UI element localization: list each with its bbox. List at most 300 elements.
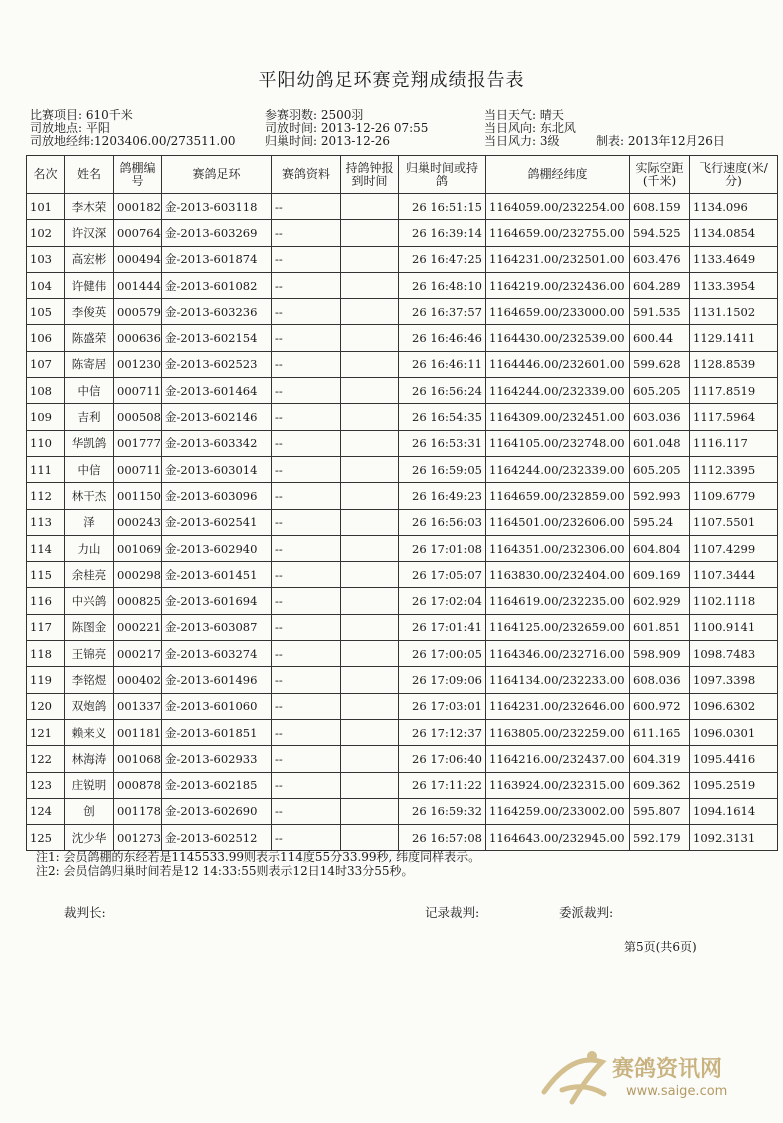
meta-release-place: 司放地点: 平阳: [30, 121, 110, 135]
cell-loft-coords: 1164244.00/232339.00: [486, 456, 630, 482]
notes: [36, 850, 480, 878]
table-row: [27, 798, 778, 824]
cell-loft-id: 001230: [114, 351, 162, 377]
cell-distance: 592.179: [630, 825, 690, 851]
cell-name: 许汉深: [65, 220, 114, 246]
cell-loft-coords: 1164643.00/232945.00: [486, 825, 630, 851]
cell-ring: 金-2013-602154: [162, 325, 272, 351]
cell-loft-coords: 1163830.00/232404.00: [486, 562, 630, 588]
cell-ring: 金-2013-602541: [162, 509, 272, 535]
cell-loft-coords: 1164231.00/232501.00: [486, 246, 630, 272]
cell-clock-time: [341, 667, 399, 693]
table-row: [27, 272, 778, 298]
cell-rank: 116: [27, 588, 65, 614]
cell-return-time: 26 17:06:40: [399, 746, 486, 772]
cell-clock-time: [341, 509, 399, 535]
cell-return-time: 26 16:49:23: [399, 483, 486, 509]
cell-speed: 1134.096: [690, 194, 778, 220]
cell-loft-coords: 1164446.00/232601.00: [486, 351, 630, 377]
cell-name: 泽: [65, 509, 114, 535]
cell-loft-coords: 1164659.00/232859.00: [486, 483, 630, 509]
cell-speed: 1129.1411: [690, 325, 778, 351]
cell-clock-time: [341, 299, 399, 325]
table-row: [27, 562, 778, 588]
table-row: [27, 772, 778, 798]
cell-loft-id: 000579: [114, 299, 162, 325]
cell-info: --: [272, 378, 341, 404]
cell-loft-coords: 1164231.00/232646.00: [486, 693, 630, 719]
cell-loft-id: 001181: [114, 719, 162, 745]
cell-clock-time: [341, 614, 399, 640]
cell-info: --: [272, 351, 341, 377]
cell-rank: 113: [27, 509, 65, 535]
cell-distance: 598.909: [630, 641, 690, 667]
cell-return-time: 26 16:54:35: [399, 404, 486, 430]
cell-speed: 1134.0854: [690, 220, 778, 246]
cell-name: 创: [65, 798, 114, 824]
cell-rank: 125: [27, 825, 65, 851]
cell-return-time: 26 17:12:37: [399, 719, 486, 745]
cell-speed: 1107.4299: [690, 535, 778, 561]
cell-name: 李俊英: [65, 299, 114, 325]
cell-clock-time: [341, 588, 399, 614]
table-row: [27, 509, 778, 535]
cell-distance: 604.804: [630, 535, 690, 561]
cell-speed: 1109.6779: [690, 483, 778, 509]
cell-rank: 107: [27, 351, 65, 377]
header-speed: 飞行速度(米/分): [690, 156, 778, 194]
cell-loft-coords: 1164059.00/232254.00: [486, 194, 630, 220]
cell-ring: 金-2013-603342: [162, 430, 272, 456]
cell-rank: 122: [27, 746, 65, 772]
cell-speed: 1100.9141: [690, 614, 778, 640]
cell-return-time: 26 16:56:24: [399, 378, 486, 404]
results-table: [26, 155, 778, 851]
cell-loft-coords: 1164216.00/232437.00: [486, 746, 630, 772]
cell-ring: 金-2013-602185: [162, 772, 272, 798]
record-judge-label: 记录裁判:: [425, 905, 480, 920]
cell-distance: 611.165: [630, 719, 690, 745]
cell-return-time: 26 16:51:15: [399, 194, 486, 220]
cell-loft-coords: 1164619.00/232235.00: [486, 588, 630, 614]
cell-speed: 1107.3444: [690, 562, 778, 588]
cell-distance: 604.319: [630, 746, 690, 772]
table-row: [27, 614, 778, 640]
cell-loft-id: 000402: [114, 667, 162, 693]
cell-distance: 594.525: [630, 220, 690, 246]
cell-speed: 1107.5501: [690, 509, 778, 535]
table-row: [27, 456, 778, 482]
cell-loft-id: 001069: [114, 535, 162, 561]
table-row: [27, 378, 778, 404]
cell-loft-coords: 1164659.00/233000.00: [486, 299, 630, 325]
cell-clock-time: [341, 535, 399, 561]
cell-name: 陈图金: [65, 614, 114, 640]
cell-info: --: [272, 825, 341, 851]
table-row: [27, 641, 778, 667]
table-body: [27, 194, 778, 851]
cell-return-time: 26 16:59:32: [399, 798, 486, 824]
cell-clock-time: [341, 404, 399, 430]
cell-ring: 金-2013-601874: [162, 246, 272, 272]
cell-return-time: 26 17:02:04: [399, 588, 486, 614]
cell-name: 华凯鸽: [65, 430, 114, 456]
cell-distance: 603.036: [630, 404, 690, 430]
cell-speed: 1133.3954: [690, 272, 778, 298]
table-row: [27, 430, 778, 456]
cell-name: 中兴鸽: [65, 588, 114, 614]
meta-wind-direction: 当日风向: 东北风: [484, 121, 576, 135]
cell-loft-id: 000182: [114, 194, 162, 220]
meta-release-time: 司放时间: 2013-12-26 07:55: [265, 121, 429, 135]
cell-ring: 金-2013-602940: [162, 535, 272, 561]
cell-distance: 595.24: [630, 509, 690, 535]
cell-speed: 1097.3398: [690, 667, 778, 693]
cell-distance: 604.289: [630, 272, 690, 298]
cell-name: 赖来义: [65, 719, 114, 745]
cell-return-time: 26 16:39:14: [399, 220, 486, 246]
cell-loft-coords: 1164309.00/232451.00: [486, 404, 630, 430]
cell-name: 陈寄居: [65, 351, 114, 377]
cell-info: --: [272, 588, 341, 614]
cell-ring: 金-2013-602690: [162, 798, 272, 824]
note-2: 注2: 会员信鸽归巢时间若是12 14:33:55则表示12日14时33分55秒。: [36, 864, 414, 878]
cell-loft-id: 000711: [114, 456, 162, 482]
cell-clock-time: [341, 378, 399, 404]
cell-speed: 1128.8539: [690, 351, 778, 377]
cell-return-time: 26 16:57:08: [399, 825, 486, 851]
cell-info: --: [272, 325, 341, 351]
cell-info: --: [272, 798, 341, 824]
cell-loft-coords: 1164259.00/233002.00: [486, 798, 630, 824]
cell-return-time: 26 16:48:10: [399, 272, 486, 298]
cell-ring: 金-2013-603014: [162, 456, 272, 482]
meta-wind-force: 当日风力: 3级: [484, 134, 560, 148]
header-ring: 赛鸽足环: [162, 156, 272, 194]
cell-clock-time: [341, 456, 399, 482]
chief-judge-label: 裁判长:: [64, 905, 106, 920]
cell-loft-id: 001273: [114, 825, 162, 851]
cell-clock-time: [341, 194, 399, 220]
meta-col1: [30, 109, 236, 148]
cell-ring: 金-2013-603087: [162, 614, 272, 640]
cell-info: --: [272, 299, 341, 325]
cell-info: --: [272, 194, 341, 220]
cell-distance: 601.851: [630, 614, 690, 640]
cell-rank: 103: [27, 246, 65, 272]
header-loft-coords: 鸽棚经纬度: [486, 156, 630, 194]
header-return-time: 归巢时间或持鸽: [399, 156, 486, 194]
cell-loft-id: 000764: [114, 220, 162, 246]
cell-loft-id: 001777: [114, 430, 162, 456]
cell-info: --: [272, 483, 341, 509]
cell-clock-time: [341, 772, 399, 798]
cell-name: 林干杰: [65, 483, 114, 509]
cell-loft-id: 000298: [114, 562, 162, 588]
cell-rank: 114: [27, 535, 65, 561]
cell-name: 李木荣: [65, 194, 114, 220]
table-row: [27, 719, 778, 745]
cell-name: 林海涛: [65, 746, 114, 772]
cell-rank: 112: [27, 483, 65, 509]
cell-loft-coords: 1164134.00/232233.00: [486, 667, 630, 693]
cell-return-time: 26 16:46:11: [399, 351, 486, 377]
cell-loft-id: 000825: [114, 588, 162, 614]
cell-return-time: 26 17:01:08: [399, 535, 486, 561]
cell-loft-coords: 1164219.00/232436.00: [486, 272, 630, 298]
cell-speed: 1095.2519: [690, 772, 778, 798]
cell-info: --: [272, 719, 341, 745]
cell-clock-time: [341, 825, 399, 851]
cell-distance: 605.205: [630, 456, 690, 482]
cell-rank: 104: [27, 272, 65, 298]
cell-clock-time: [341, 798, 399, 824]
cell-ring: 金-2013-603274: [162, 641, 272, 667]
cell-ring: 金-2013-602512: [162, 825, 272, 851]
cell-rank: 109: [27, 404, 65, 430]
cell-loft-coords: 1164105.00/232748.00: [486, 430, 630, 456]
cell-info: --: [272, 272, 341, 298]
cell-rank: 118: [27, 641, 65, 667]
cell-distance: 595.807: [630, 798, 690, 824]
meta-col3: [484, 109, 576, 148]
table-row: [27, 299, 778, 325]
cell-distance: 608.036: [630, 667, 690, 693]
cell-return-time: 26 17:11:22: [399, 772, 486, 798]
cell-clock-time: [341, 746, 399, 772]
table-row: [27, 246, 778, 272]
cell-name: 力山: [65, 535, 114, 561]
cell-info: --: [272, 641, 341, 667]
cell-name: 高宏彬: [65, 246, 114, 272]
cell-ring: 金-2013-602146: [162, 404, 272, 430]
table-row: [27, 693, 778, 719]
cell-speed: 1133.4649: [690, 246, 778, 272]
page-number: 第5页(共6页): [624, 940, 697, 954]
cell-speed: 1096.6302: [690, 693, 778, 719]
cell-rank: 115: [27, 562, 65, 588]
meta-col2: [265, 109, 428, 148]
header-name: 姓名: [65, 156, 114, 194]
cell-rank: 110: [27, 430, 65, 456]
cell-clock-time: [341, 719, 399, 745]
report-title: 平阳幼鸽足环赛竞翔成绩报告表: [258, 70, 525, 91]
cell-loft-id: 000636: [114, 325, 162, 351]
meta-return-date: 归巢时间: 2013-12-26: [265, 134, 391, 148]
cell-speed: 1098.7483: [690, 641, 778, 667]
cell-name: 双炮鸽: [65, 693, 114, 719]
cell-loft-id: 000711: [114, 378, 162, 404]
table-row: [27, 220, 778, 246]
cell-rank: 124: [27, 798, 65, 824]
cell-distance: 609.169: [630, 562, 690, 588]
cell-ring: 金-2013-603096: [162, 483, 272, 509]
cell-loft-coords: 1164125.00/232659.00: [486, 614, 630, 640]
cell-return-time: 26 17:03:01: [399, 693, 486, 719]
cell-rank: 119: [27, 667, 65, 693]
cell-name: 沈少华: [65, 825, 114, 851]
cell-info: --: [272, 220, 341, 246]
cell-loft-id: 001178: [114, 798, 162, 824]
cell-loft-coords: 1164430.00/232539.00: [486, 325, 630, 351]
meta-entries: 参赛羽数: 2500羽: [265, 108, 364, 122]
cell-name: 中信: [65, 456, 114, 482]
cell-info: --: [272, 746, 341, 772]
cell-distance: 600.972: [630, 693, 690, 719]
cell-clock-time: [341, 430, 399, 456]
cell-rank: 106: [27, 325, 65, 351]
cell-rank: 117: [27, 614, 65, 640]
header-clock-time: 持鸽钟报到时间: [341, 156, 399, 194]
cell-name: 吉利: [65, 404, 114, 430]
cell-clock-time: [341, 483, 399, 509]
cell-loft-id: 000221: [114, 614, 162, 640]
cell-rank: 105: [27, 299, 65, 325]
table-row: [27, 325, 778, 351]
cell-distance: 608.159: [630, 194, 690, 220]
watermark-name: 赛鸽资讯网: [612, 1057, 723, 1082]
cell-return-time: 26 17:09:06: [399, 667, 486, 693]
cell-name: 李铭煜: [65, 667, 114, 693]
cell-distance: 609.362: [630, 772, 690, 798]
cell-distance: 592.993: [630, 483, 690, 509]
note-1: 注1: 会员鸽棚的东经若是1145533.99则表示114度55分33.99秒, 纬度同样表示。: [36, 850, 481, 864]
cell-ring: 金-2013-601851: [162, 719, 272, 745]
cell-ring: 金-2013-601694: [162, 588, 272, 614]
cell-return-time: 26 17:05:07: [399, 562, 486, 588]
table-row: [27, 194, 778, 220]
cell-distance: 605.205: [630, 378, 690, 404]
cell-ring: 金-2013-603269: [162, 220, 272, 246]
cell-rank: 123: [27, 772, 65, 798]
cell-name: 中信: [65, 378, 114, 404]
cell-clock-time: [341, 351, 399, 377]
cell-rank: 120: [27, 693, 65, 719]
cell-speed: 1095.4416: [690, 746, 778, 772]
cell-ring: 金-2013-603236: [162, 299, 272, 325]
meta-release-coords: 司放地经纬:1203406.00/273511.00: [30, 134, 236, 148]
cell-loft-id: 001444: [114, 272, 162, 298]
header-rank: 名次: [27, 156, 65, 194]
watermark-url: www.saige.com: [626, 1084, 728, 1099]
cell-info: --: [272, 562, 341, 588]
cell-loft-coords: 1164244.00/232339.00: [486, 378, 630, 404]
cell-rank: 102: [27, 220, 65, 246]
cell-speed: 1117.8519: [690, 378, 778, 404]
cell-info: --: [272, 667, 341, 693]
cell-loft-id: 000878: [114, 772, 162, 798]
table-row: [27, 588, 778, 614]
cell-info: --: [272, 693, 341, 719]
cell-clock-time: [341, 693, 399, 719]
table-row: [27, 351, 778, 377]
cell-return-time: 26 17:01:41: [399, 614, 486, 640]
cell-ring: 金-2013-601082: [162, 272, 272, 298]
cell-return-time: 26 16:59:05: [399, 456, 486, 482]
cell-speed: 1102.1118: [690, 588, 778, 614]
cell-ring: 金-2013-602523: [162, 351, 272, 377]
cell-loft-id: 000494: [114, 246, 162, 272]
cell-return-time: 26 16:56:03: [399, 509, 486, 535]
cell-clock-time: [341, 220, 399, 246]
cell-speed: 1116.117: [690, 430, 778, 456]
cell-loft-id: 000217: [114, 641, 162, 667]
cell-return-time: 26 17:00:05: [399, 641, 486, 667]
cell-name: 王锦亮: [65, 641, 114, 667]
cell-info: --: [272, 614, 341, 640]
cell-rank: 111: [27, 456, 65, 482]
cell-rank: 108: [27, 378, 65, 404]
cell-distance: 599.628: [630, 351, 690, 377]
table-row: [27, 825, 778, 851]
cell-ring: 金-2013-601451: [162, 562, 272, 588]
cell-info: --: [272, 456, 341, 482]
cell-info: --: [272, 509, 341, 535]
cell-return-time: 26 16:37:57: [399, 299, 486, 325]
cell-name: 陈盛荣: [65, 325, 114, 351]
header-info: 赛鸽资料: [272, 156, 341, 194]
cell-ring: 金-2013-602933: [162, 746, 272, 772]
cell-clock-time: [341, 641, 399, 667]
cell-name: 许健伟: [65, 272, 114, 298]
cell-speed: 1117.5964: [690, 404, 778, 430]
dispatch-judge-label: 委派裁判:: [559, 905, 614, 920]
cell-ring: 金-2013-603118: [162, 194, 272, 220]
cell-distance: 600.44: [630, 325, 690, 351]
cell-rank: 121: [27, 719, 65, 745]
header-loft-id: 鸽棚编号: [114, 156, 162, 194]
table-row: [27, 404, 778, 430]
cell-info: --: [272, 772, 341, 798]
cell-name: 余桂亮: [65, 562, 114, 588]
cell-distance: 602.929: [630, 588, 690, 614]
cell-speed: 1131.1502: [690, 299, 778, 325]
cell-rank: 101: [27, 194, 65, 220]
cell-return-time: 26 16:53:31: [399, 430, 486, 456]
cell-info: --: [272, 246, 341, 272]
cell-name: 庄锐明: [65, 772, 114, 798]
cell-loft-id: 000508: [114, 404, 162, 430]
cell-ring: 金-2013-601060: [162, 693, 272, 719]
cell-loft-coords: 1164351.00/232306.00: [486, 535, 630, 561]
cell-speed: 1096.0301: [690, 719, 778, 745]
cell-loft-id: 001068: [114, 746, 162, 772]
cell-distance: 601.048: [630, 430, 690, 456]
table-row: [27, 667, 778, 693]
cell-loft-id: 001337: [114, 693, 162, 719]
cell-speed: 1094.1614: [690, 798, 778, 824]
cell-info: --: [272, 404, 341, 430]
cell-distance: 591.535: [630, 299, 690, 325]
cell-return-time: 26 16:47:25: [399, 246, 486, 272]
cell-clock-time: [341, 562, 399, 588]
cell-speed: 1092.3131: [690, 825, 778, 851]
cell-ring: 金-2013-601464: [162, 378, 272, 404]
meta-made-date: 制表: 2013年12月26日: [596, 134, 725, 148]
table-row: [27, 535, 778, 561]
cell-loft-coords: 1163924.00/232315.00: [486, 772, 630, 798]
meta-event: 比赛项目: 610千米: [30, 108, 133, 122]
cell-clock-time: [341, 325, 399, 351]
header-distance: 实际空距(千米): [630, 156, 690, 194]
cell-loft-coords: 1164346.00/232716.00: [486, 641, 630, 667]
cell-info: --: [272, 535, 341, 561]
meta-weather: 当日天气: 晴天: [484, 108, 564, 122]
cell-info: --: [272, 430, 341, 456]
cell-ring: 金-2013-601496: [162, 667, 272, 693]
cell-loft-coords: 1164659.00/232755.00: [486, 220, 630, 246]
table-row: [27, 746, 778, 772]
